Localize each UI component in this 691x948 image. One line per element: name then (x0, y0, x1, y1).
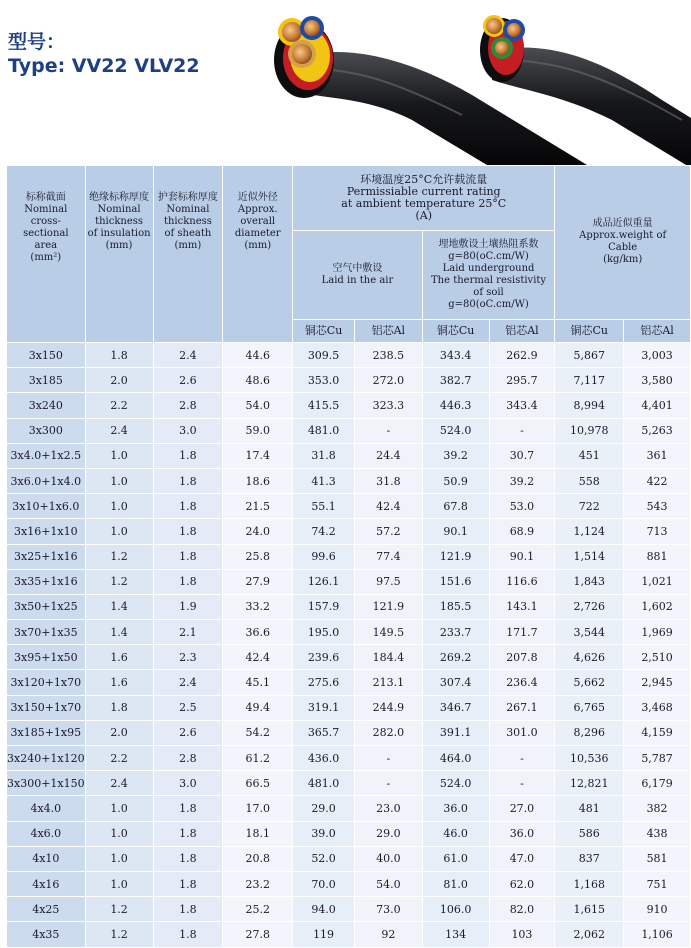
table-cell: 1,843 (555, 569, 624, 594)
table-cell: 2.4 (85, 418, 153, 443)
header-air-cu: 铜芯Cu (293, 319, 355, 342)
spec-table-body (7, 343, 691, 948)
table-row (7, 897, 691, 922)
table-cell: 343.4 (422, 343, 489, 368)
table-cell: 3,468 (624, 695, 691, 720)
table-cell: 52.0 (293, 846, 355, 871)
table-cell: 3x300 (7, 418, 86, 443)
table-cell: 23.0 (354, 796, 422, 821)
table-cell: 18.1 (223, 821, 293, 846)
table-cell: 213.1 (354, 670, 422, 695)
table-cell: 436.0 (293, 746, 355, 771)
table-cell: 184.4 (354, 645, 422, 670)
table-cell: 5,662 (555, 670, 624, 695)
table-cell: 90.1 (489, 544, 555, 569)
table-cell: 54.2 (223, 720, 293, 745)
table-cell: 25.8 (223, 544, 293, 569)
table-cell: 121.9 (422, 544, 489, 569)
table-cell: 3,544 (555, 620, 624, 645)
table-cell: 2.8 (153, 746, 223, 771)
table-cell: 543 (624, 494, 691, 519)
table-row (7, 594, 691, 619)
table-cell: 1,106 (624, 922, 691, 947)
table-cell: 2.0 (85, 720, 153, 745)
table-cell: 3x120+1x70 (7, 670, 86, 695)
table-cell: 33.2 (223, 594, 293, 619)
table-cell: 29.0 (293, 796, 355, 821)
table-cell: 307.4 (422, 670, 489, 695)
table-cell: 17.0 (223, 796, 293, 821)
table-cell: 25.2 (223, 897, 293, 922)
table-cell: 2,510 (624, 645, 691, 670)
table-cell: 46.0 (422, 821, 489, 846)
table-cell: 77.4 (354, 544, 422, 569)
header-weight-cu: 铜芯Cu (555, 319, 624, 342)
table-cell: 70.0 (293, 871, 355, 896)
cable-photo (262, 0, 691, 168)
table-row (7, 343, 691, 368)
table-cell: 586 (555, 821, 624, 846)
table-cell: 1.4 (85, 594, 153, 619)
table-row (7, 821, 691, 846)
table-cell: 207.8 (489, 645, 555, 670)
table-row (7, 695, 691, 720)
table-row (7, 443, 691, 468)
table-cell: 751 (624, 871, 691, 896)
table-cell: 4x6.0 (7, 821, 86, 846)
table-cell: 24.4 (354, 443, 422, 468)
table-cell: 1.8 (153, 897, 223, 922)
table-cell: 2.4 (153, 343, 223, 368)
table-cell: 4,159 (624, 720, 691, 745)
table-cell: 238.5 (354, 343, 422, 368)
table-cell: 99.6 (293, 544, 355, 569)
table-cell: 1.2 (85, 569, 153, 594)
table-cell: 1.8 (153, 569, 223, 594)
table-cell: - (354, 418, 422, 443)
table-cell: 415.5 (293, 393, 355, 418)
table-cell: 73.0 (354, 897, 422, 922)
table-cell: 119 (293, 922, 355, 947)
table-row (7, 368, 691, 393)
table-cell: 2.5 (153, 695, 223, 720)
table-cell: 446.3 (422, 393, 489, 418)
table-cell: 1.8 (153, 871, 223, 896)
table-cell: 54.0 (354, 871, 422, 896)
table-cell: 4,626 (555, 645, 624, 670)
table-cell: 3x6.0+1x4.0 (7, 468, 86, 493)
table-cell: 39.2 (489, 468, 555, 493)
header-nominal-area: 标称截面 Nominal cross- sectional area (mm²) (7, 166, 86, 343)
table-cell: 7,117 (555, 368, 624, 393)
table-cell: 151.6 (422, 569, 489, 594)
table-cell: 67.8 (422, 494, 489, 519)
table-cell: 1.8 (153, 468, 223, 493)
table-cell: 2.0 (85, 368, 153, 393)
table-cell: 31.8 (354, 468, 422, 493)
table-row (7, 746, 691, 771)
table-row (7, 670, 691, 695)
table-cell: 319.1 (293, 695, 355, 720)
table-cell: 2,062 (555, 922, 624, 947)
table-cell: 6,179 (624, 771, 691, 796)
table-cell: 3x300+1x150 (7, 771, 86, 796)
table-cell: 4x4.0 (7, 796, 86, 821)
table-cell: 21.5 (223, 494, 293, 519)
table-cell: 10,536 (555, 746, 624, 771)
table-row (7, 846, 691, 871)
table-cell: 157.9 (293, 594, 355, 619)
table-cell: 713 (624, 519, 691, 544)
table-cell: 29.0 (354, 821, 422, 846)
table-cell: 61.2 (223, 746, 293, 771)
table-cell: 57.2 (354, 519, 422, 544)
table-cell: 143.1 (489, 594, 555, 619)
table-cell: 1.8 (153, 922, 223, 947)
table-cell: 581 (624, 846, 691, 871)
table-cell: 236.4 (489, 670, 555, 695)
table-row (7, 720, 691, 745)
table-cell: 4x25 (7, 897, 86, 922)
table-row (7, 418, 691, 443)
table-cell: 1.8 (85, 695, 153, 720)
table-cell: 1.4 (85, 620, 153, 645)
table-cell: 910 (624, 897, 691, 922)
table-cell: 3x16+1x10 (7, 519, 86, 544)
table-cell: 55.1 (293, 494, 355, 519)
table-cell: 2.4 (85, 771, 153, 796)
table-cell: 3x185 (7, 368, 86, 393)
table-cell: 126.1 (293, 569, 355, 594)
table-row (7, 871, 691, 896)
table-cell: 6,765 (555, 695, 624, 720)
table-cell: 97.5 (354, 569, 422, 594)
table-row (7, 544, 691, 569)
table-cell: 3x185+1x95 (7, 720, 86, 745)
table-cell: 295.7 (489, 368, 555, 393)
table-row (7, 494, 691, 519)
table-row (7, 519, 691, 544)
table-row (7, 569, 691, 594)
table-cell: 27.8 (223, 922, 293, 947)
table-cell: 1,124 (555, 519, 624, 544)
table-cell: 1,168 (555, 871, 624, 896)
table-cell: 171.7 (489, 620, 555, 645)
table-cell: 1,615 (555, 897, 624, 922)
table-cell: 42.4 (223, 645, 293, 670)
header-current-rating: 环境温度25°C允许载流量 Permissiable current rating at ambient temperature 25°C (A) (293, 166, 555, 231)
table-row (7, 922, 691, 947)
table-cell: 464.0 (422, 746, 489, 771)
table-cell: 3x95+1x50 (7, 645, 86, 670)
table-cell: 301.0 (489, 720, 555, 745)
table-cell: 17.4 (223, 443, 293, 468)
table-cell: 149.5 (354, 620, 422, 645)
table-cell: 382.7 (422, 368, 489, 393)
table-cell: 3,580 (624, 368, 691, 393)
table-cell: 1,969 (624, 620, 691, 645)
table-cell: 62.0 (489, 871, 555, 896)
table-cell: 1.8 (153, 494, 223, 519)
table-cell: 4x35 (7, 922, 86, 947)
table-cell: 343.4 (489, 393, 555, 418)
table-cell: 2.6 (153, 368, 223, 393)
table-cell: 262.9 (489, 343, 555, 368)
table-cell: 81.0 (422, 871, 489, 896)
table-cell: 233.7 (422, 620, 489, 645)
header-ground-al: 铝芯Al (489, 319, 555, 342)
table-cell: 2.8 (153, 393, 223, 418)
table-cell: 422 (624, 468, 691, 493)
table-cell: 1.0 (85, 443, 153, 468)
table-cell: 309.5 (293, 343, 355, 368)
table-cell: 94.0 (293, 897, 355, 922)
table-cell: 3x35+1x16 (7, 569, 86, 594)
table-cell: 1.0 (85, 871, 153, 896)
table-cell: - (354, 746, 422, 771)
table-cell: 267.1 (489, 695, 555, 720)
table-cell: 1.6 (85, 645, 153, 670)
table-cell: 391.1 (422, 720, 489, 745)
table-cell: 5,787 (624, 746, 691, 771)
table-row (7, 771, 691, 796)
table-cell: 27.0 (489, 796, 555, 821)
table-cell: 1.8 (85, 343, 153, 368)
table-cell: 239.6 (293, 645, 355, 670)
table-cell: 282.0 (354, 720, 422, 745)
table-cell: 2.2 (85, 393, 153, 418)
table-cell: 2.6 (153, 720, 223, 745)
table-cell: 269.2 (422, 645, 489, 670)
table-cell: 524.0 (422, 418, 489, 443)
table-cell: 68.9 (489, 519, 555, 544)
header-laid-underground: 埋地敷设土壤热阻系数 g=80(oC.cm/W) Laid underground The thermal resistivity of soil g=80(oC.cm/W) (422, 230, 555, 319)
table-cell: 2.1 (153, 620, 223, 645)
table-cell: 1.8 (153, 846, 223, 871)
table-cell: 1.0 (85, 846, 153, 871)
table-cell: 82.0 (489, 897, 555, 922)
table-cell: 23.2 (223, 871, 293, 896)
table-cell: 103 (489, 922, 555, 947)
table-row (7, 796, 691, 821)
table-cell: 8,994 (555, 393, 624, 418)
table-cell: 1.8 (153, 519, 223, 544)
table-cell: 42.4 (354, 494, 422, 519)
table-cell: 4,401 (624, 393, 691, 418)
table-cell: 558 (555, 468, 624, 493)
table-cell: 244.9 (354, 695, 422, 720)
table-cell: 451 (555, 443, 624, 468)
table-row (7, 393, 691, 418)
table-cell: - (489, 771, 555, 796)
table-cell: 3x240+1x120 (7, 746, 86, 771)
table-cell: 66.5 (223, 771, 293, 796)
table-cell: 121.9 (354, 594, 422, 619)
table-cell: 1.8 (153, 544, 223, 569)
table-cell: 49.4 (223, 695, 293, 720)
type-label: Type: VV22 VLV22 (8, 55, 200, 77)
table-cell: 438 (624, 821, 691, 846)
table-cell: - (489, 418, 555, 443)
table-cell: 837 (555, 846, 624, 871)
table-cell: 2.2 (85, 746, 153, 771)
table-cell: 39.2 (422, 443, 489, 468)
table-cell: 1.0 (85, 468, 153, 493)
table-cell: 27.9 (223, 569, 293, 594)
table-cell: 1.0 (85, 821, 153, 846)
table-cell: 3.0 (153, 418, 223, 443)
table-cell: 1.0 (85, 796, 153, 821)
table-cell: 1.2 (85, 544, 153, 569)
table-cell: 41.3 (293, 468, 355, 493)
table-row (7, 645, 691, 670)
header-sheath-thickness: 护套标称厚度 Nominal thickness of sheath (mm) (153, 166, 223, 343)
table-cell: 1,602 (624, 594, 691, 619)
table-cell: 1.8 (153, 443, 223, 468)
table-cell: 24.0 (223, 519, 293, 544)
table-cell: 3x70+1x35 (7, 620, 86, 645)
table-cell: 106.0 (422, 897, 489, 922)
table-cell: 90.1 (422, 519, 489, 544)
header-insulation-thickness: 绝缘标称厚度 Nominal thickness of insulation (mm) (85, 166, 153, 343)
table-cell: 1.6 (85, 670, 153, 695)
table-cell: 50.9 (422, 468, 489, 493)
table-cell: 4x16 (7, 871, 86, 896)
table-cell: 1.8 (153, 821, 223, 846)
table-row (7, 620, 691, 645)
table-cell: 31.8 (293, 443, 355, 468)
table-cell: 134 (422, 922, 489, 947)
table-cell: 353.0 (293, 368, 355, 393)
table-cell: 2.4 (153, 670, 223, 695)
table-cell: 1.0 (85, 494, 153, 519)
header-overall-diameter: 近似外径 Approx. overall diameter (mm) (223, 166, 293, 343)
table-cell: 481 (555, 796, 624, 821)
table-cell: 365.7 (293, 720, 355, 745)
table-cell: 61.0 (422, 846, 489, 871)
table-cell: 881 (624, 544, 691, 569)
table-cell: 272.0 (354, 368, 422, 393)
table-cell: 481.0 (293, 418, 355, 443)
table-cell: 48.6 (223, 368, 293, 393)
table-cell: 44.6 (223, 343, 293, 368)
table-cell: 2,945 (624, 670, 691, 695)
table-cell: 59.0 (223, 418, 293, 443)
table-cell: 1.0 (85, 519, 153, 544)
table-row (7, 468, 691, 493)
table-cell: 1.2 (85, 897, 153, 922)
table-cell: 20.8 (223, 846, 293, 871)
table-cell: 116.6 (489, 569, 555, 594)
table-cell: 30.7 (489, 443, 555, 468)
header-laid-in-air: 空气中敷设 Laid in the air (293, 230, 423, 319)
table-cell: 1.2 (85, 922, 153, 947)
table-cell: 18.6 (223, 468, 293, 493)
header-air-al: 铝芯Al (354, 319, 422, 342)
table-cell: 36.0 (422, 796, 489, 821)
table-cell: 1.9 (153, 594, 223, 619)
table-cell: 39.0 (293, 821, 355, 846)
table-cell: 185.5 (422, 594, 489, 619)
table-cell: 92 (354, 922, 422, 947)
table-cell: 3x10+1x6.0 (7, 494, 86, 519)
table-cell: 36.6 (223, 620, 293, 645)
table-cell: 12,821 (555, 771, 624, 796)
table-cell: 10,978 (555, 418, 624, 443)
table-cell: 3x25+1x16 (7, 544, 86, 569)
table-cell: 722 (555, 494, 624, 519)
table-cell: 45.1 (223, 670, 293, 695)
table-cell: 346.7 (422, 695, 489, 720)
table-cell: 361 (624, 443, 691, 468)
table-cell: 54.0 (223, 393, 293, 418)
table-cell: 4x10 (7, 846, 86, 871)
table-cell: 8,296 (555, 720, 624, 745)
table-cell: 1,514 (555, 544, 624, 569)
table-cell: 36.0 (489, 821, 555, 846)
table-cell: 3x50+1x25 (7, 594, 86, 619)
table-cell: 3.0 (153, 771, 223, 796)
table-cell: 3x240 (7, 393, 86, 418)
model-label: 型号： (8, 31, 66, 53)
table-cell: 195.0 (293, 620, 355, 645)
table-cell: 524.0 (422, 771, 489, 796)
table-cell: 1,021 (624, 569, 691, 594)
table-cell: 5,263 (624, 418, 691, 443)
table-cell: 74.2 (293, 519, 355, 544)
table-cell: 323.3 (354, 393, 422, 418)
header-weight-al: 铝芯Al (624, 319, 691, 342)
header-ground-cu: 铜芯Cu (422, 319, 489, 342)
table-cell: 3x150 (7, 343, 86, 368)
table-cell: 3,003 (624, 343, 691, 368)
table-cell: 40.0 (354, 846, 422, 871)
table-cell: 5,867 (555, 343, 624, 368)
table-cell: - (354, 771, 422, 796)
table-cell: 275.6 (293, 670, 355, 695)
spec-table (6, 165, 691, 948)
table-cell: 3x150+1x70 (7, 695, 86, 720)
table-cell: 53.0 (489, 494, 555, 519)
table-cell: 3x4.0+1x2.5 (7, 443, 86, 468)
header-weight: 成品近似重量 Approx.weight of Cable (kg/km) (555, 166, 691, 320)
table-cell: 47.0 (489, 846, 555, 871)
table-cell: 481.0 (293, 771, 355, 796)
table-cell: 382 (624, 796, 691, 821)
type-heading (8, 30, 200, 78)
table-cell: 2.3 (153, 645, 223, 670)
table-cell: 2,726 (555, 594, 624, 619)
table-cell: - (489, 746, 555, 771)
table-cell: 1.8 (153, 796, 223, 821)
